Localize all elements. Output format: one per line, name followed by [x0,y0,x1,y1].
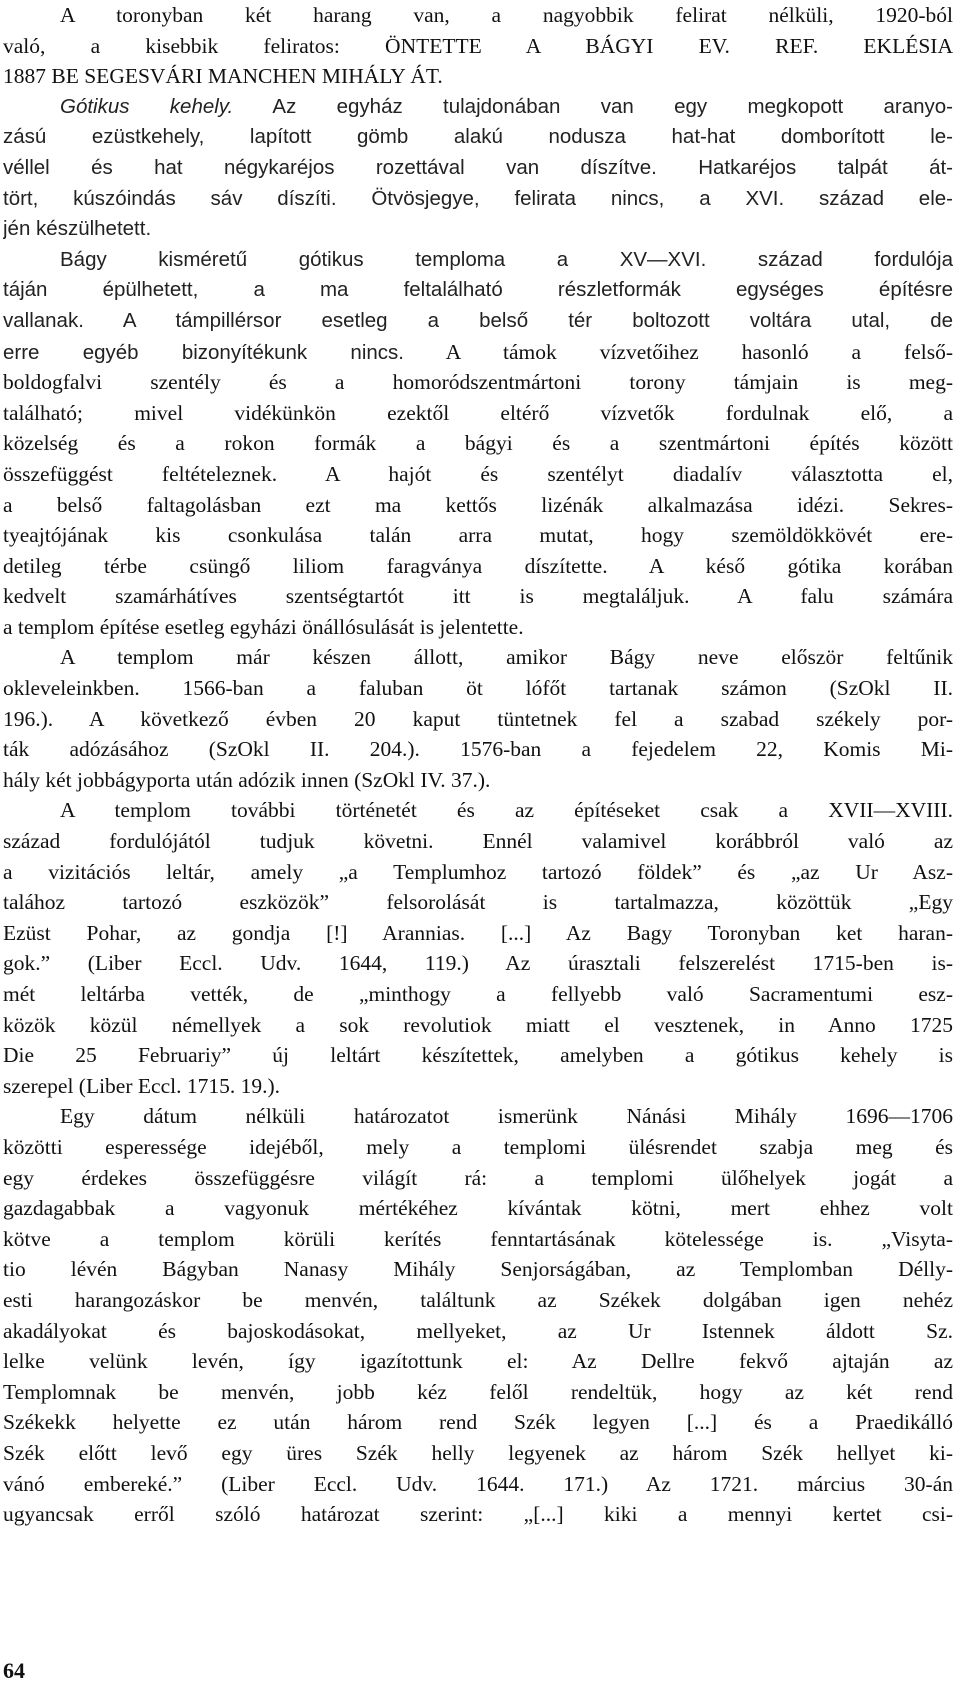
text-line [3,0,953,31]
text-segment: ugyancsak erről szóló határozat szerint: „[...] kiki a mennyi kertet csi- [3,1502,953,1527]
text-segment: zású ezüstkehely, lapított gömb alakú nodusza hat-hat domborított le- [3,125,953,149]
text-segment: Die 25 Februariy” új leltárt készítettek, amelyben a gótikus kehely is [3,1043,953,1068]
text-line [3,1132,953,1163]
text-line [3,153,953,184]
text-line [3,337,953,368]
text-segment: erre egyéb bizonyítékunk nincs. [3,340,404,364]
text-line [3,795,953,826]
text-segment: 1887 BE SEGESVÁRI MANCHEN MIHÁLY ÁT. [3,64,443,89]
text-segment: közelség és a rokon formák a bágyi és a szentmártoni építés között [3,431,953,456]
text-segment: ták adózásához (SzOkl II. 204.). 1576-ban a fejedelem 22, Komis Mi- [3,737,953,762]
text-segment: jén készülhetett. [3,217,152,241]
text-segment: táján épülhetett, a ma feltalálható részletformák egységes építésre [3,278,953,302]
text-segment: Az egyház tulajdonában van egy megkopott aranyo- [233,94,953,118]
text-segment: tio lévén Bágyban Nanasy Mihály Senjorságában, az Templomban Délly- [3,1257,953,1282]
text-segment: A toronyban két harang van, a nagyobbik felirat nélküli, 1920-ból [60,3,953,27]
text-line [3,214,953,245]
text-segment: 196.). A következő évben 20 kaput tüntetnek fel a szabad székely por- [3,706,953,731]
text-segment: szerepel (Liber Eccl. 1715. 19.). [3,1073,280,1098]
text-line [3,642,953,673]
text-line [3,92,953,123]
text-segment: gok.” (Liber Eccl. Udv. 1644, 119.) Az úrasztali felszerelést 1715-ben is- [3,951,953,976]
text-segment: lelke velünk levén, így igazítottunk el: Az Dellre fekvő ajtaján az [3,1349,953,1374]
text-line [3,734,953,765]
text-segment: tyeajtójának kis csonkulása talán arra mutat, hogy szemöldökkövét ere- [3,523,953,548]
text-segment: kedvelt szamárhátíves szentségtartót itt is megtaláljuk. A falu számára [3,584,953,609]
text-segment: Szék előtt levő egy üres Szék helly legyenek az három Szék hellyet ki- [3,1440,953,1465]
text-line [3,673,953,704]
text-segment: kötve a templom körüli kerítés fenntartásának kötelessége is. „Visyta- [3,1226,953,1251]
text-segment: Egy dátum nélküli határozatot ismerünk Nánási Mihály 1696—1706 [60,1104,953,1129]
text-line [3,918,953,949]
text-line [3,428,953,459]
text-line [3,948,953,979]
text-segment: okleveleinkben. 1566-ban a faluban öt lófőt tartanak számon (SzOkl II. [3,676,953,701]
text-segment: összefüggést feltételeznek. A hajót és szentélyt diadalív választotta el, [3,461,953,486]
text-segment: A támok vízvetőihez hasonló a felső- [404,339,953,364]
text-line [3,1346,953,1377]
text-segment: gazdagabbak a vagyonuk mértékéhez kívántak kötni, mert ehhez volt [3,1196,953,1221]
text-segment: A templom további történetét és az építéseket csak a XVII—XVIII. [60,798,953,823]
text-segment: Templomnak be menvén, jobb kéz felől rendeltük, hogy az két rend [3,1379,953,1404]
text-segment: való, a kisebbik feliratos: ÖNTETTE A BÁGYI EV. REF. EKLÉSIA [3,33,953,58]
text-line [3,1499,953,1530]
text-line [3,1316,953,1347]
text-line [3,1071,953,1102]
text-line [3,61,953,92]
text-segment: boldogfalvi szentély és a homoródszentmártoni torony támjain is meg- [3,370,953,395]
text-line [3,765,953,796]
text-line [3,581,953,612]
text-line [3,1377,953,1408]
text-segment: található; mivel vidékünkön ezektől eltérő vízvetők fordulnak elő, a [3,400,953,425]
text-line [3,1438,953,1469]
text-segment: tört, kúszóindás sáv díszíti. Ötvösjegye, felirata nincs, a XVI. század ele- [3,186,953,210]
text-line [3,1407,953,1438]
text-segment: egy érdekes összefüggésre világít rá: a templomi ülőhelyek jogát a [3,1165,953,1190]
text-line [3,245,953,276]
text-line [3,1469,953,1500]
text-segment: a templom építése esetleg egyházi önállósulását is jelentette. [3,614,524,639]
text-line [3,1254,953,1285]
text-segment: Ezüst Pohar, az gondja [!] Arannias. [...] Az Bagy Toronyban ket haran- [3,920,953,945]
text-line [3,520,953,551]
text-line [3,1040,953,1071]
text-line [3,31,953,62]
text-line [3,551,953,582]
text-line [3,1193,953,1224]
text-segment: század fordulójától tudjuk követni. Ennél valamivel korábbról való az [3,829,953,854]
text-segment: akadályokat és bajoskodásokat, mellyeket, az Ur Istennek áldott Sz. [3,1318,953,1343]
text-segment: vallanak. A támpillérsor esetleg a belső tér boltozott voltára utal, de [3,308,953,332]
text-segment: esti harangozáskor be menvén, találtunk az Székek dolgában igen nehéz [3,1287,953,1312]
text-segment: Székekk helyette ez után három rend Szék legyen [...] és a Praedikálló [3,1410,953,1435]
text-line [3,704,953,735]
text-line [3,1163,953,1194]
text-line [3,184,953,215]
text-segment: A templom már készen állott, amikor Bágy neve először feltűnik [60,645,953,670]
text-segment: közök közül némellyek a sok revolutiok miatt el vesztenek, in Anno 1725 [3,1012,953,1037]
text-segment: a vizitációs leltár, amely „a Templumhoz tartozó földek” és „az Ur Asz- [3,859,953,884]
page-number: 64 [3,1658,25,1683]
text-line [3,887,953,918]
text-line [3,122,953,153]
text-segment: mét leltárba vették, de „minthogy a fellyebb való Sacramentumi esz- [3,982,953,1006]
text-segment: véllel és hat négykaréjos rozettával van díszítve. Hatkaréjos talpát át- [3,155,953,179]
text-line [3,1101,953,1132]
text-line [3,490,953,521]
text-line [3,979,953,1010]
text-segment: talához tartozó eszközök” felsorolását is tartalmazza, közöttük „Egy [3,890,953,915]
italic-heading: Gótikus kehely. [60,94,234,118]
text-line [3,398,953,429]
text-line [3,367,953,398]
text-line [3,1285,953,1316]
text-segment: a belső faltagolásban ezt ma kettős lizénák alkalmazása idézi. Sekres- [3,492,953,517]
text-line [3,306,953,337]
text-line [3,275,953,306]
page-text-body [3,0,953,1530]
text-segment: Bágy kisméretű gótikus temploma a XV—XVI. század fordulója [60,247,953,271]
text-line [3,857,953,888]
text-segment: hály két jobbágyporta után adózik innen (SzOkl IV. 37.). [3,767,491,792]
text-line [3,612,953,643]
text-segment: detileg térbe csüngő liliom faragványa díszítette. A késő gótika korában [3,553,953,578]
text-line [3,459,953,490]
text-segment: közötti esperessége idejéből, mely a templomi ülésrendet szabja meg és [3,1134,953,1159]
text-line [3,1010,953,1041]
text-line [3,826,953,857]
text-line [3,1224,953,1255]
text-segment: vánó embereké.” (Liber Eccl. Udv. 1644. 171.) Az 1721. március 30-án [3,1471,953,1496]
